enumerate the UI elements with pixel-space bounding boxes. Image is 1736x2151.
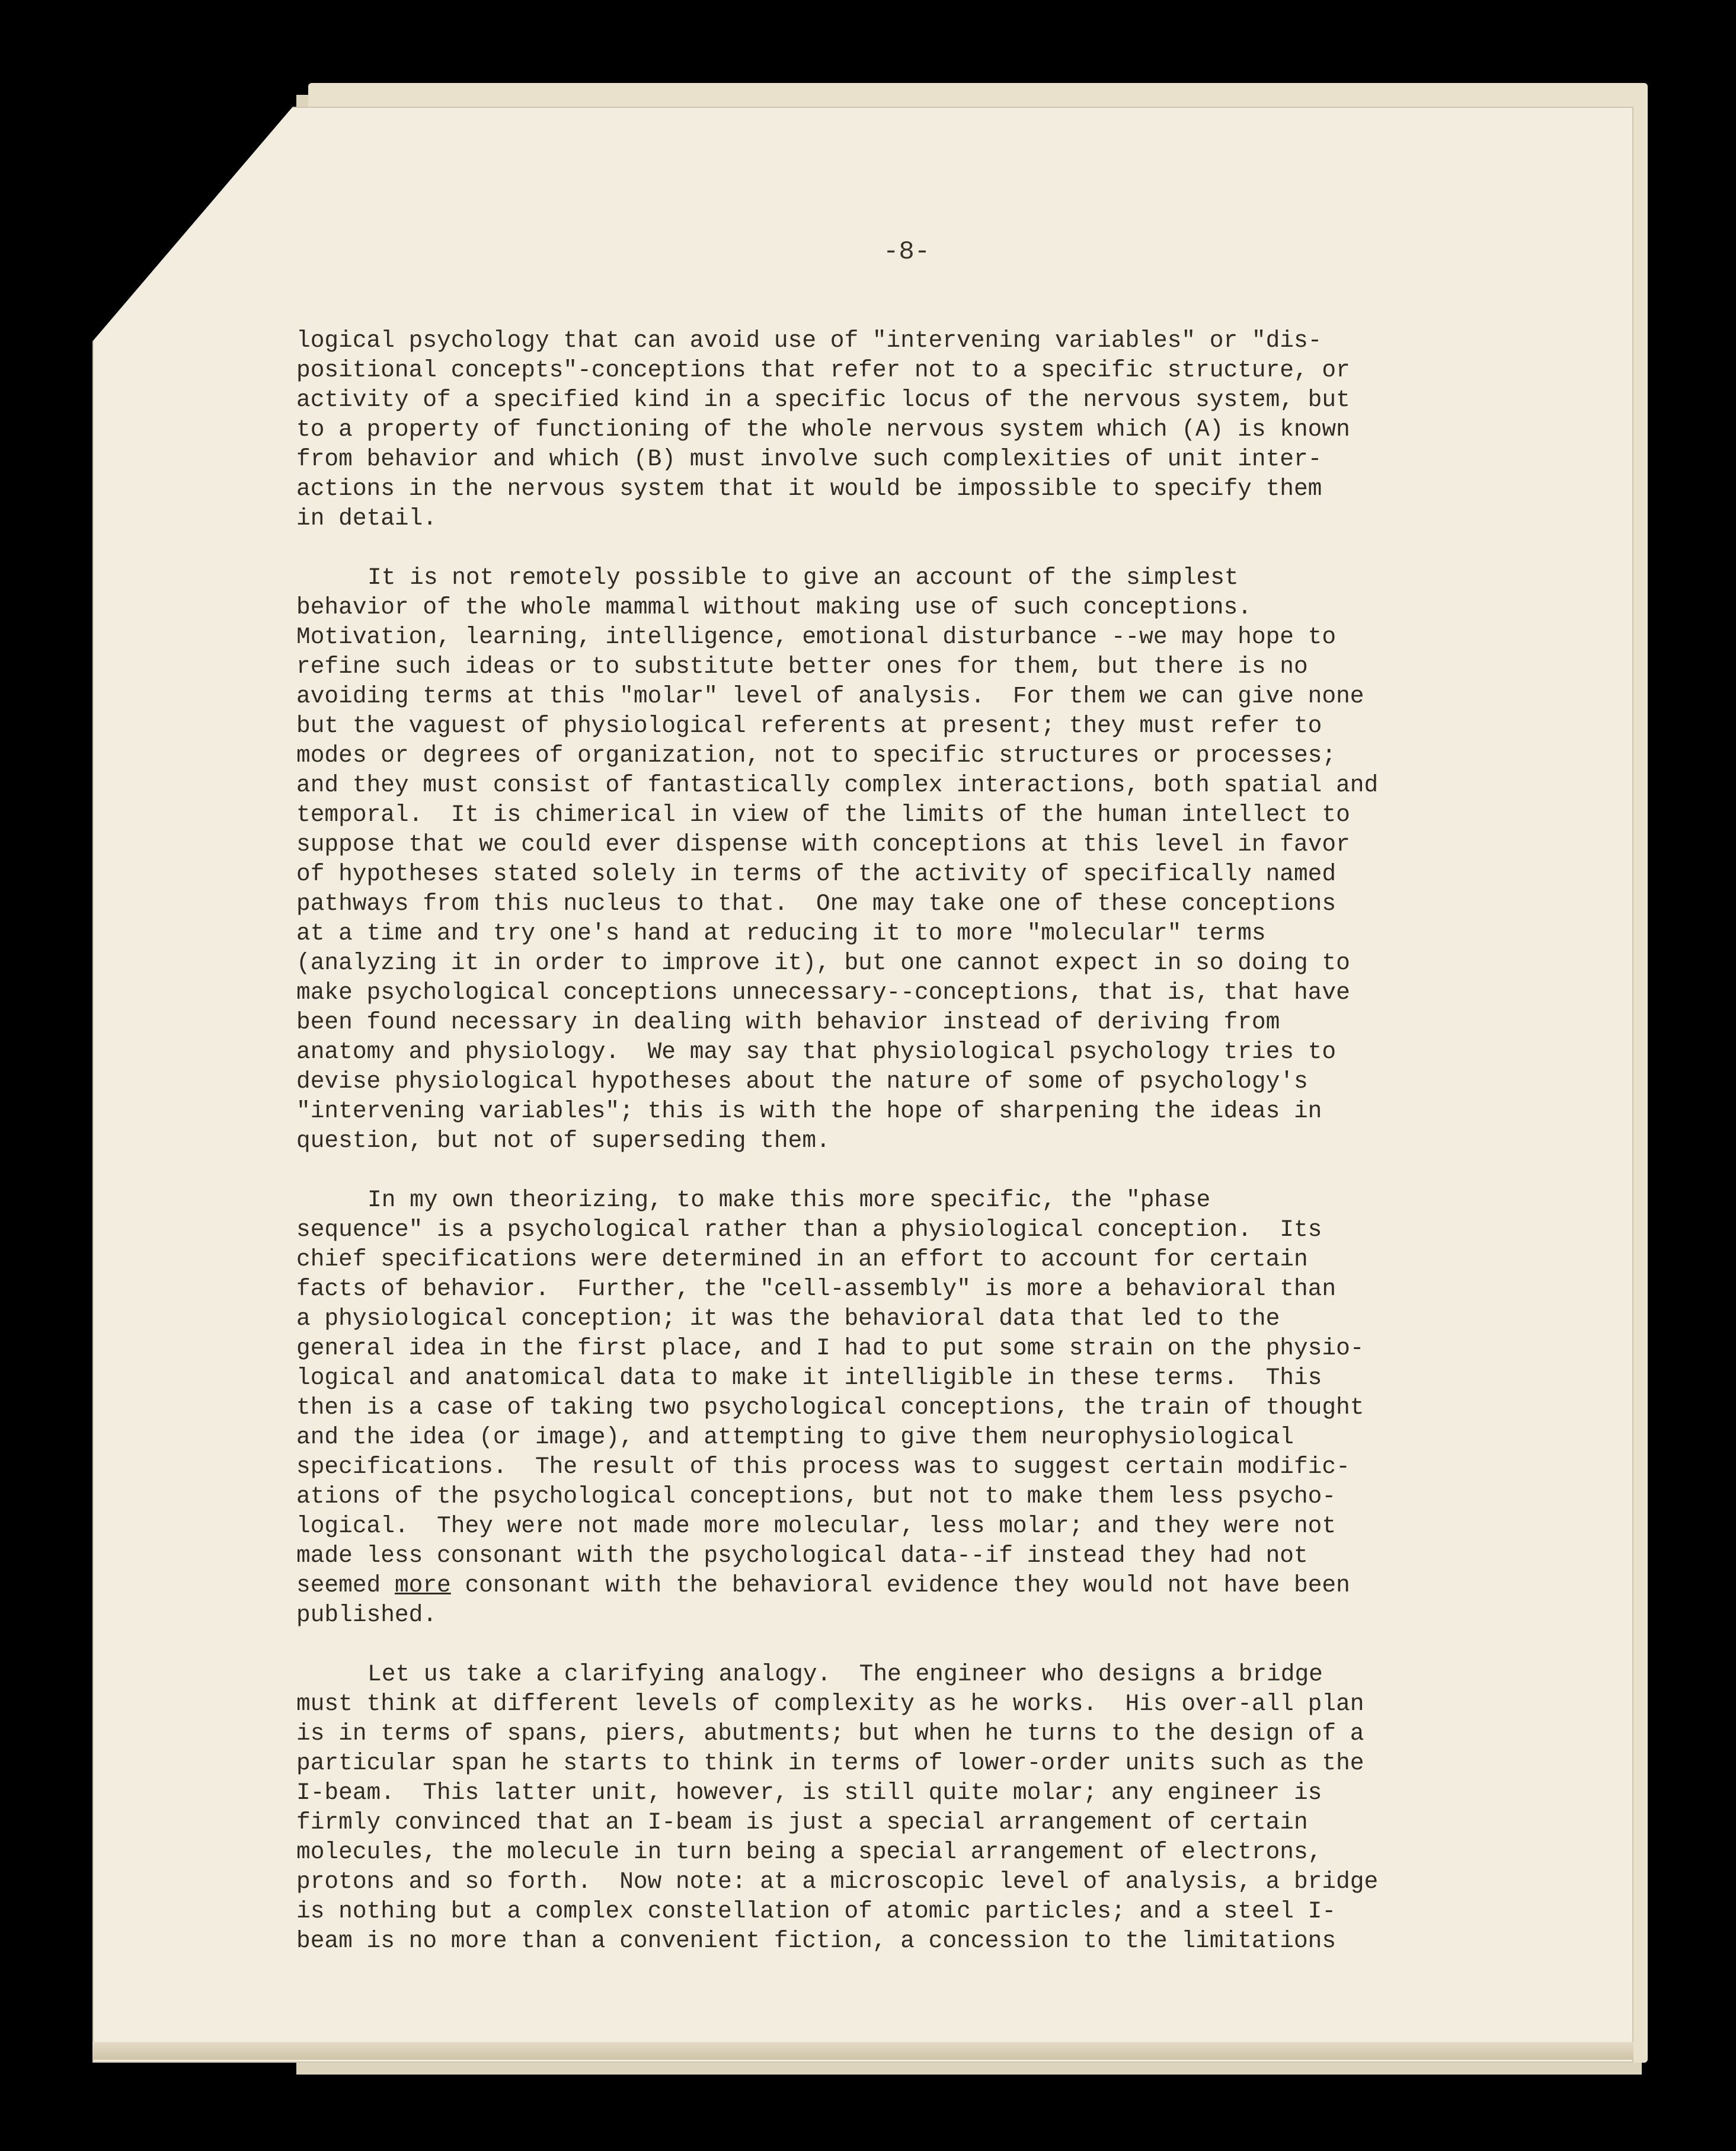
text-line: "intervening variables"; this is with the hope of sharpening the ideas in [296, 1098, 1322, 1124]
text-line: I-beam. This latter unit, however, is still quite molar; any engineer is [296, 1779, 1322, 1806]
text-line: a physiological conception; it was the behavioral data that led to the [296, 1305, 1280, 1332]
text-line: published. [296, 1602, 437, 1628]
document-body [296, 326, 1482, 1986]
text-line: pathways from this nucleus to that. One may take one of these conceptions [296, 890, 1337, 917]
text-line: logical psychology that can avoid use of "intervening variables" or "dis- [296, 327, 1322, 354]
text-line: refine such ideas or to substitute better ones for them, but there is no [296, 653, 1308, 680]
text-line: avoiding terms at this "molar" level of analysis. For them we can give none [296, 683, 1364, 709]
text-line: It is not remotely possible to give an account of the simplest [367, 564, 1239, 591]
text-line: and they must consist of fantastically complex interactions, both spatial and [296, 772, 1379, 798]
text-line: firmly convinced that an I-beam is just a special arrangement of certain [296, 1809, 1308, 1836]
text-line: activity of a specified kind in a specific locus of the nervous system, but [296, 386, 1350, 413]
text-line: suppose that we could ever dispense with conceptions at this level in favor [296, 831, 1350, 858]
text-line: molecules, the molecule in turn being a special arrangement of electrons, [296, 1839, 1322, 1865]
text-line: at a time and try one's hand at reducing it to more "molecular" terms [296, 920, 1266, 947]
underlined-word: more [394, 1572, 451, 1599]
text-line: then is a case of taking two psychological conceptions, the train of thought [296, 1394, 1364, 1421]
text-line: must think at different levels of complexity as he works. His over-all plan [296, 1690, 1364, 1717]
text-line: Motivation, learning, intelligence, emotional disturbance --we may hope to [296, 624, 1337, 650]
text-line: from behavior and which (B) must involve such complexities of unit inter- [296, 446, 1322, 472]
text-line: to a property of functioning of the whole nervous system which (A) is known [296, 416, 1350, 443]
text-line: anatomy and physiology. We may say that physiological psychology tries to [296, 1038, 1337, 1065]
text-line: general idea in the first place, and I had to put some strain on the physio- [296, 1335, 1364, 1361]
text-line: protons and so forth. Now note: at a microscopic level of analysis, a bridge [296, 1868, 1379, 1895]
text-line: in detail. [296, 505, 437, 532]
text-line: is nothing but a complex constellation of atomic particles; and a steel I- [296, 1898, 1337, 1925]
text-line: made less consonant with the psychological data--if instead they had not [296, 1542, 1308, 1569]
text-line: In my own theorizing, to make this more specific, the "phase [367, 1187, 1211, 1213]
text-line: temporal. It is chimerical in view of the limits of the human intellect to [296, 801, 1350, 828]
text-line: seemed more consonant with the behavioral evidence they would not have been [296, 1572, 1350, 1599]
text-line: modes or degrees of organization, not to specific structures or processes; [296, 742, 1337, 769]
text-line: facts of behavior. Further, the "cell-assembly" is more a behavioral than [296, 1276, 1337, 1302]
text-line: particular span he starts to think in terms of lower-order units such as the [296, 1750, 1364, 1776]
text-line: positional concepts"-conceptions that refer not to a specific structure, or [296, 357, 1350, 383]
text-line: make psychological conceptions unnecessary--conceptions, that is, that have [296, 979, 1350, 1006]
text-line: ations of the psychological conceptions, but not to make them less psycho- [296, 1483, 1337, 1510]
text-line: beam is no more than a convenient fiction, a concession to the limitations [296, 1928, 1337, 1954]
text-line: and the idea (or image), and attempting to give them neurophysiological [296, 1424, 1294, 1450]
text-line: logical. They were not made more molecular, less molar; and they were not [296, 1513, 1337, 1539]
page-bottom-edge [92, 2042, 1633, 2060]
text-line: devise physiological hypotheses about the nature of some of psychology's [296, 1068, 1308, 1095]
text-line: logical and anatomical data to make it intelligible in these terms. This [296, 1364, 1322, 1391]
text-line: behavior of the whole mammal without making use of such conceptions. [296, 594, 1252, 621]
text-line: of hypotheses stated solely in terms of the activity of specifically named [296, 861, 1337, 887]
paragraph-4 [296, 1660, 1482, 1956]
text-line: Let us take a clarifying analogy. The engineer who designs a bridge [367, 1661, 1323, 1687]
text-line: but the vaguest of physiological referents at present; they must refer to [296, 712, 1322, 739]
text-line: actions in the nervous system that it would be impossible to specify them [296, 475, 1322, 502]
paragraph-3 [296, 1185, 1482, 1630]
text-line: question, but not of superseding them. [296, 1127, 830, 1154]
paragraph-1 [296, 326, 1482, 533]
paragraph-2 [296, 563, 1482, 1156]
text-line: is in terms of spans, piers, abutments; but when he turns to the design of a [296, 1720, 1364, 1747]
text-line: chief specifications were determined in an effort to account for certain [296, 1246, 1308, 1273]
text-line: specifications. The result of this process was to suggest certain modific- [296, 1453, 1350, 1480]
text-line: sequence" is a psychological rather than a physiological conception. Its [296, 1216, 1322, 1243]
text-line: been found necessary in dealing with behavior instead of deriving from [296, 1009, 1280, 1035]
text-line: (analyzing it in order to improve it), but one cannot expect in so doing to [296, 950, 1350, 976]
page-number: -8- [883, 237, 931, 267]
